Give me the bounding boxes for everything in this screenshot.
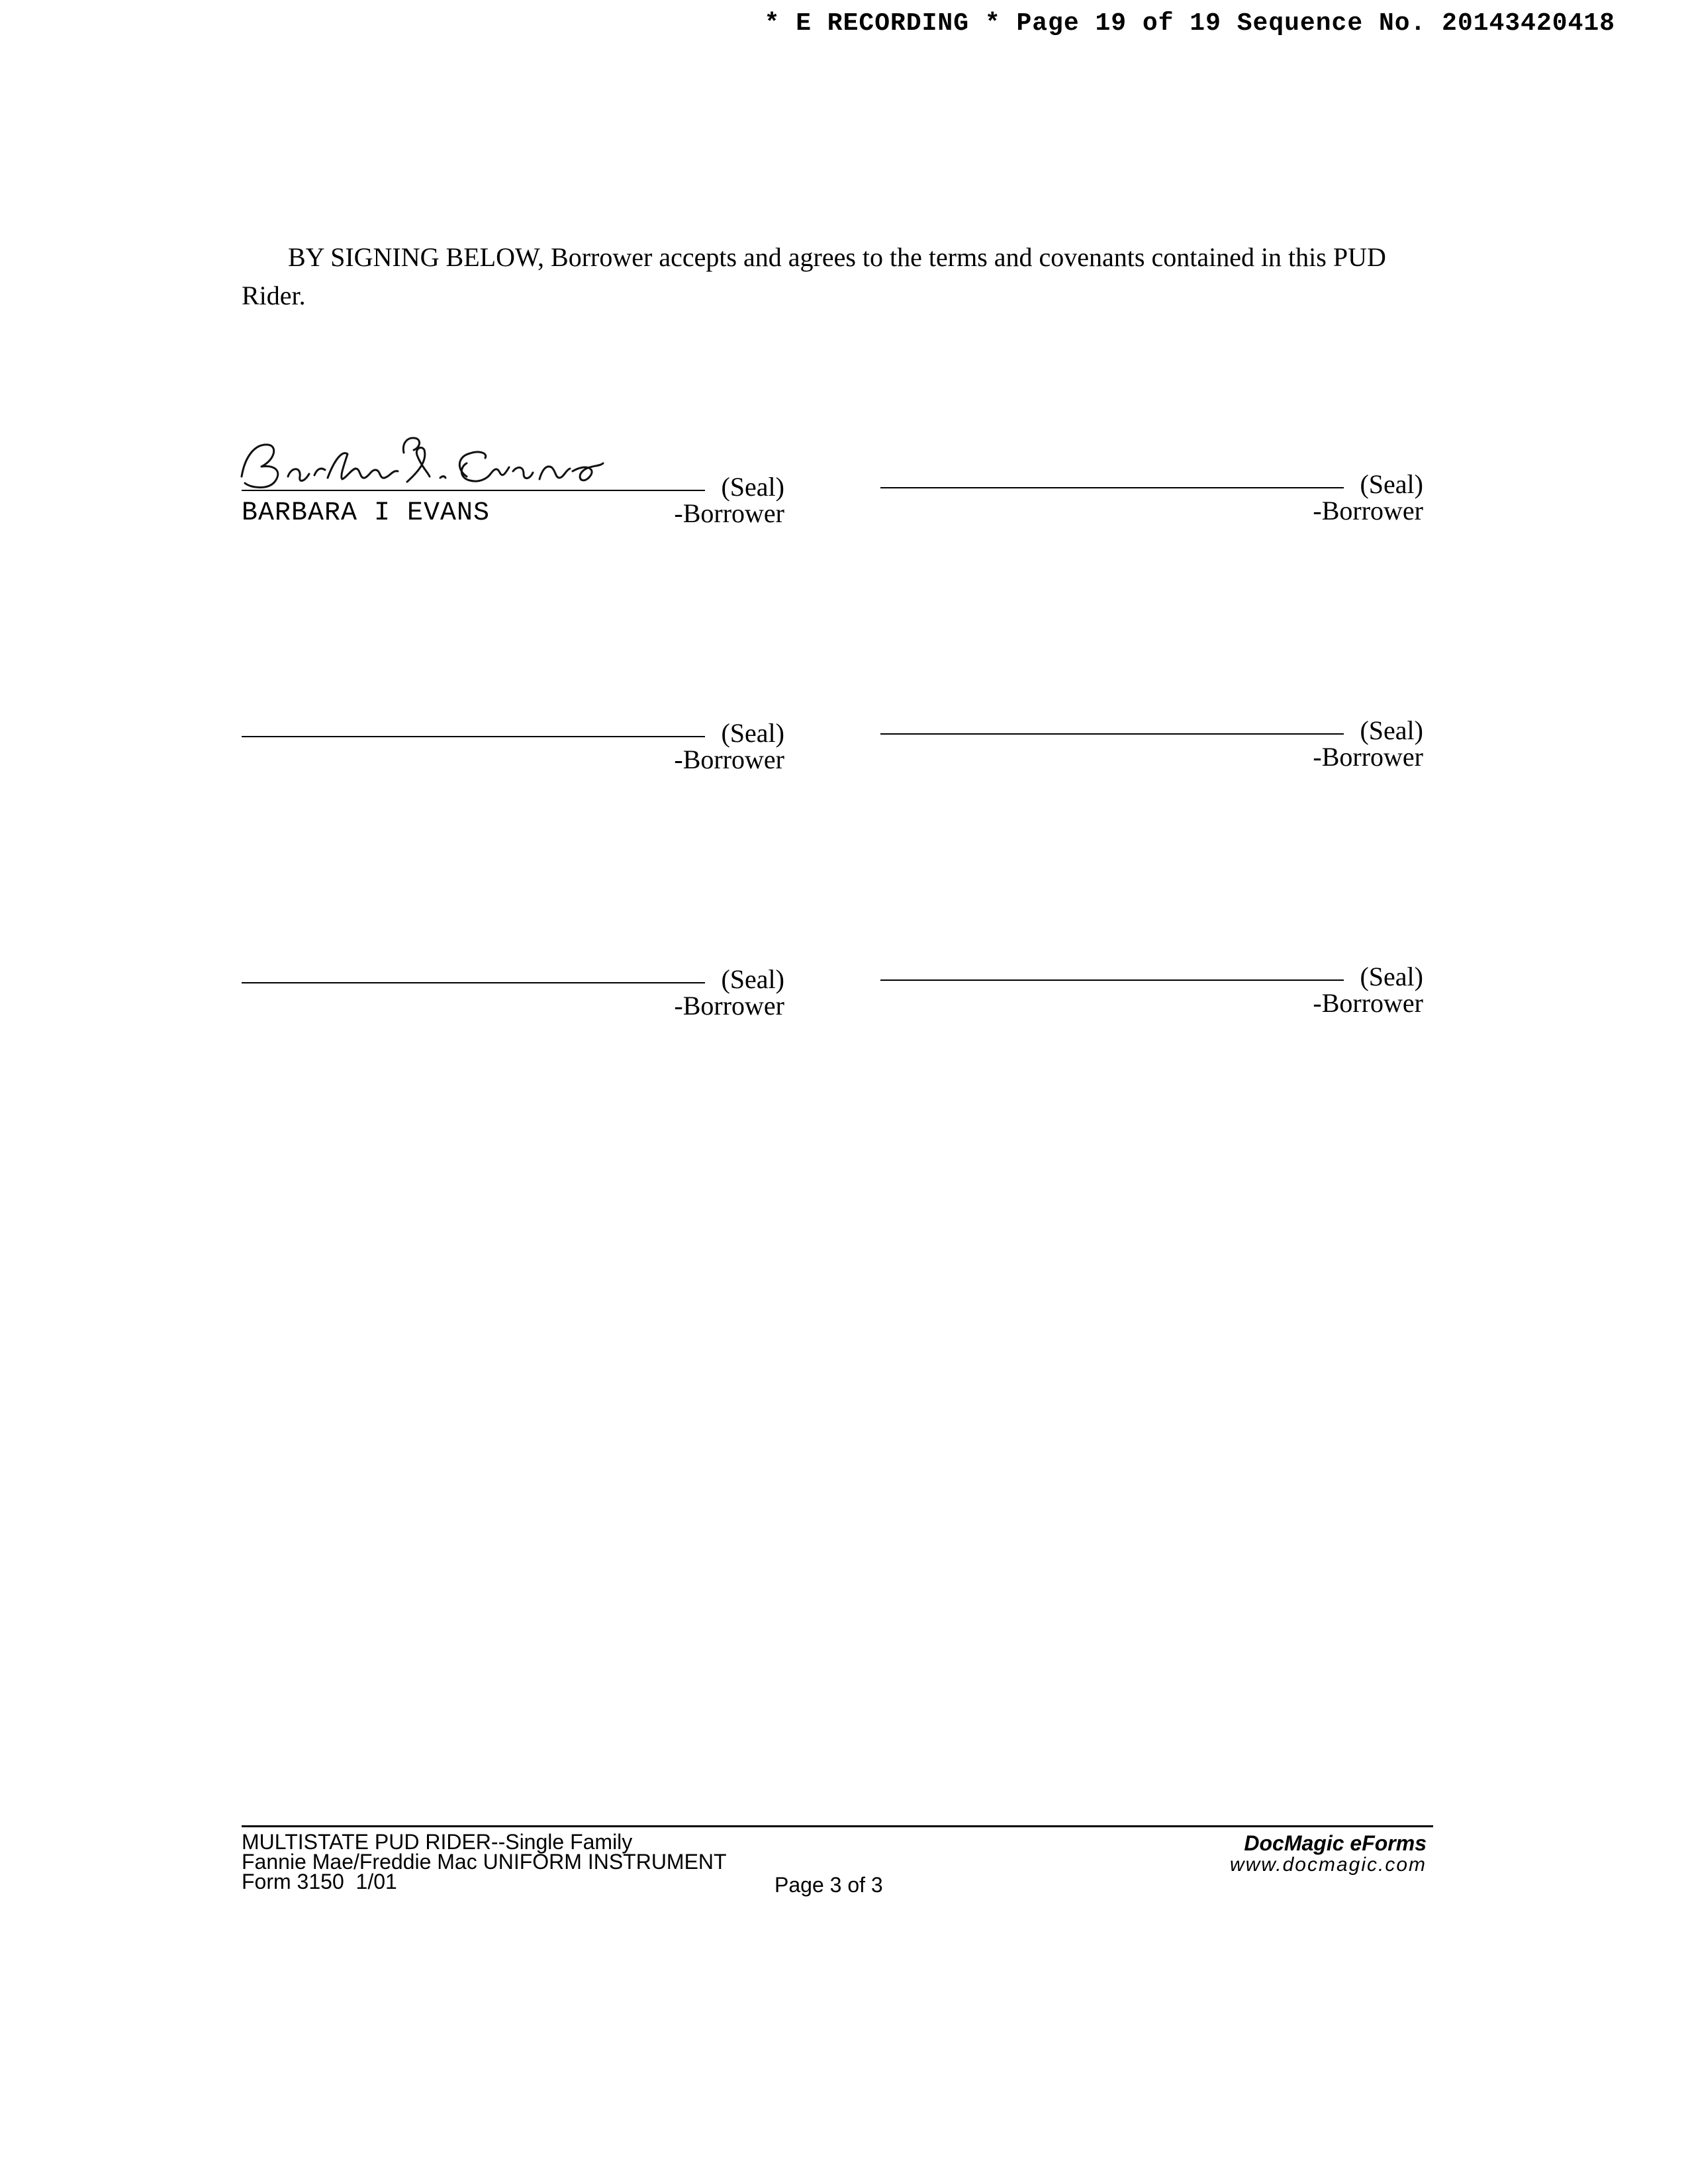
docmagic-branding: [1230, 1832, 1427, 1876]
signature-block-4: [880, 694, 1423, 772]
recording-stamp: * E RECORDING * Page 19 of 19 Sequence No. 20143420418: [764, 9, 1615, 38]
footer-divider: [242, 1825, 1433, 1827]
form-identification: [242, 1832, 727, 1891]
docmagic-website: www.docmagic.com: [1229, 1854, 1427, 1876]
borrower-printed-name: BARBARA I EVANS: [242, 498, 491, 528]
signature-line: [880, 979, 1344, 981]
acceptance-statement: [242, 238, 1433, 315]
signature-line: [880, 487, 1344, 488]
borrower-role-label: -Borrower: [1313, 496, 1423, 525]
signature-line: [880, 733, 1344, 735]
seal-label: (Seal): [1360, 469, 1423, 499]
signature-line: [242, 982, 705, 983]
docmagic-logo: DocMagic eForms: [1244, 1831, 1427, 1855]
borrower-role-label: -Borrower: [674, 991, 784, 1021]
borrower-role-label: -Borrower: [1313, 742, 1423, 772]
seal-label: (Seal): [721, 964, 784, 994]
signature-block-5: [242, 942, 784, 1021]
borrower-role-label: -Borrower: [674, 745, 784, 774]
signature-line: [242, 490, 705, 491]
borrower-role-label: -Borrower: [674, 498, 784, 528]
signature-block-6: [880, 940, 1423, 1018]
signature-line: [242, 736, 705, 737]
signature-block-2: [880, 447, 1423, 525]
handwritten-signature: [228, 430, 639, 496]
form-number: Form 3150 1/01: [242, 1870, 397, 1893]
borrower-role-label: -Borrower: [1313, 988, 1423, 1018]
form-title: MULTISTATE PUD RIDER--Single Family: [242, 1830, 633, 1854]
signature-block-3: [242, 696, 784, 774]
signature-block-1: [242, 450, 784, 528]
acceptance-text: BY SIGNING BELOW, Borrower accepts and agrees to the terms and covenants contained in this PUD Rider.: [242, 242, 1386, 310]
seal-label: (Seal): [1360, 962, 1423, 991]
seal-label: (Seal): [721, 472, 784, 502]
seal-label: (Seal): [1360, 715, 1423, 745]
seal-label: (Seal): [721, 718, 784, 748]
instrument-title: Fannie Mae/Freddie Mac UNIFORM INSTRUMENT: [242, 1850, 727, 1874]
page-number: Page 3 of 3: [774, 1873, 883, 1897]
